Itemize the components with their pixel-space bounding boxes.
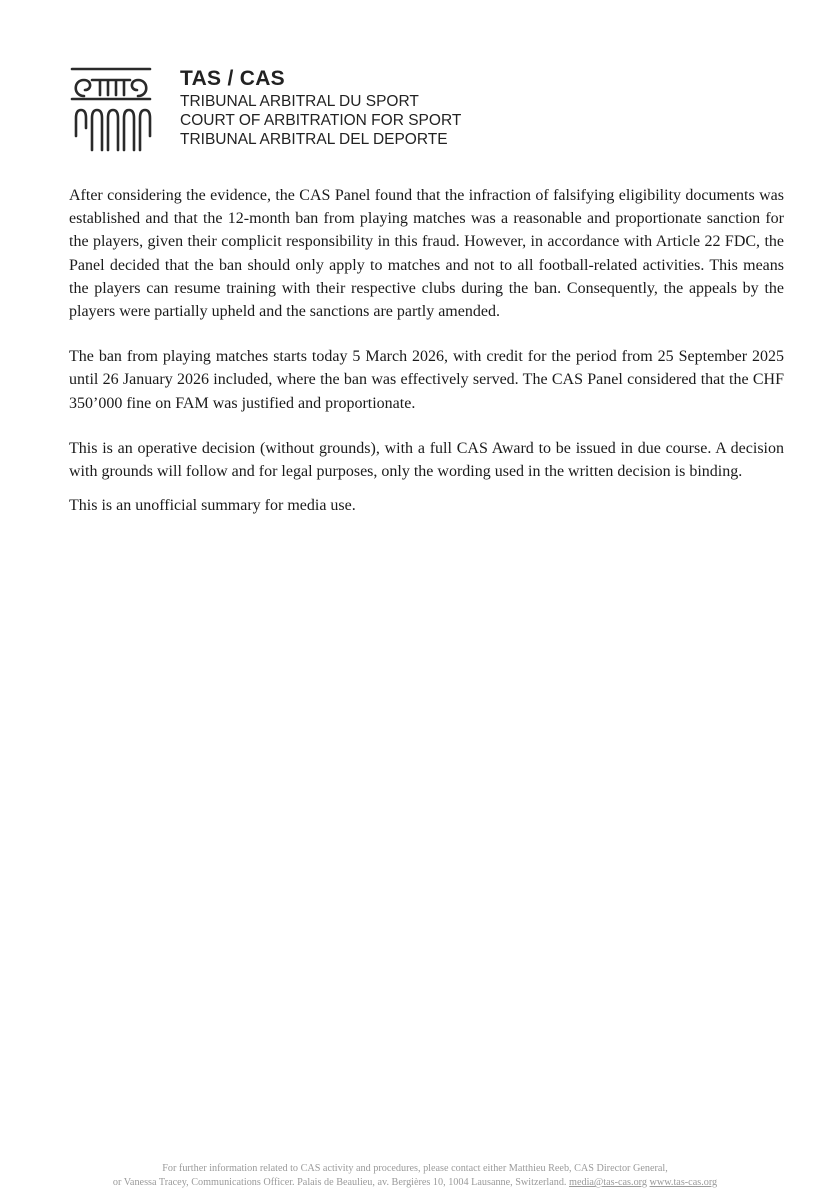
paragraph-media-note: This is an unofficial summary for media use.	[69, 497, 356, 515]
footer-contact	[60, 1162, 770, 1190]
paragraph-ban-dates: The ban from playing matches starts today 5 March 2026, with credit for the period from 25 September 2025 until 26 January 2026 included, where the ban was effectively served. The CAS Panel considered that the CHF 350’000 fine on FAM was justified and proportionate.	[69, 348, 784, 412]
footer-address: or Vanessa Tracey, Communications Officer. Palais de Beaulieu, av. Bergières 10, 1004 Lausanne, Switzerland.	[112, 1177, 567, 1188]
footer-line-1: For further information related to CAS activity and procedures, please contact either Matthieu Reeb, CAS Director General,	[162, 1163, 668, 1174]
media-email-link[interactable]: media@tas-cas.org	[569, 1177, 647, 1188]
footer-line-2	[60, 1176, 770, 1190]
organization-name-block	[180, 66, 461, 149]
cas-temple-logo-icon	[70, 66, 152, 152]
organization-name-es: TRIBUNAL ARBITRAL DEL DEPORTE	[180, 131, 448, 148]
paragraph-operative-decision: This is an operative decision (without grounds), with a full CAS Award to be issued in due course. A decision with grounds will follow and for legal purposes, only the wording used in the written decision is binding.	[69, 439, 784, 481]
organization-name-fr: TRIBUNAL ARBITRAL DU SPORT	[180, 93, 419, 110]
letterhead	[70, 66, 570, 156]
document-body	[69, 184, 784, 517]
organization-name-en: COURT OF ARBITRATION FOR SPORT	[180, 112, 462, 129]
paragraph-panel-findings: After considering the evidence, the CAS Panel found that the infraction of falsifying eligibility documents was established and that the 12-month ban from playing matches was a reasonable and proportionate sanction for the players, given their complicit responsibility in this fraud. However, in accordance with Article 22 FDC, the Panel decided that the ban should only apply to matches and not to all football-related activities. This means the players can resume training with their respective clubs during the ban. Consequently, the appeals by the players were partially upheld and the sanctions are partly amended.	[69, 187, 784, 321]
website-link[interactable]: www.tas-cas.org	[649, 1177, 718, 1188]
organization-acronym: TAS / CAS	[180, 67, 285, 90]
